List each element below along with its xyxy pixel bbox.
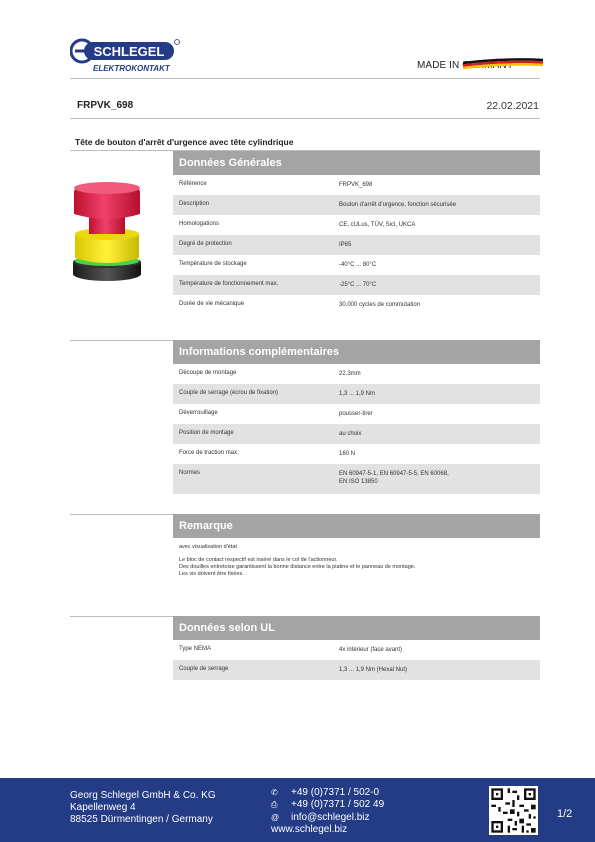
remark-line: Des douilles entretoise garantissent la bonne distance entre la platine et le panneau de montage. (179, 564, 416, 570)
page-number: 1/2 (557, 808, 573, 820)
section-divider (70, 616, 173, 617)
table-row: Description Bouton d'arrêt d'urgence, fonction sécurisée (173, 195, 540, 215)
table-row: Déverrouillage pousser-tirer (179, 410, 373, 417)
fax-number[interactable]: +49 (0)7371 / 502 49 (291, 799, 385, 811)
qr-code-icon (489, 786, 538, 835)
remark-section (173, 514, 540, 578)
brand-text: SCHLEGEL (93, 44, 165, 59)
table-row: Couple de serrage (écrou de fixation) 1,3 ... 1,9 Nm (173, 384, 540, 404)
document-date: 22.02.2021 (486, 100, 539, 112)
section-heading: Informations complémentaires (173, 340, 540, 364)
contact-block (271, 787, 384, 836)
table-row: Degré de protection IP65 (173, 235, 540, 255)
city: 88525 Dürmentingen / Germany (70, 814, 213, 825)
company-name: Georg Schlegel GmbH & Co. KG (70, 790, 216, 801)
website-link[interactable]: www.schlegel.biz (271, 823, 348, 835)
fax-icon: ⎙ (271, 800, 278, 810)
table-row: Référence FRPVK_698 (179, 181, 373, 188)
street: Kapellenweg 4 (70, 802, 136, 813)
brand-sub-text: ELEKTROKONTAKT (93, 64, 170, 73)
table-row: Couple de serrage 1,3 ... 1,9 Nm (Hexal Nut) (173, 660, 540, 680)
table-row: Découpe de montage 22.3mm (179, 370, 361, 377)
made-in-label: MADE IN GERMANY (417, 60, 514, 71)
table-row: Normes EN 60947-5-1, EN 60947-5-5, EN 60068, EN ISO 13850 (173, 464, 540, 494)
footer (0, 778, 595, 842)
germany-flag-icon (463, 57, 543, 71)
remark-text (173, 538, 540, 578)
table-row: Durée de vie mécanique 30.000 cycles de commutation (179, 301, 421, 308)
table-row: Homologations CE, cULus, TÜV, Sicl, UKCA (179, 221, 416, 228)
remark-line: avec visualisation d'état (179, 544, 237, 550)
table-row: Température de stockage -40°C ... 80°C (179, 261, 377, 268)
section-heading: Données selon UL (173, 616, 540, 640)
document-title: Tête de bouton d'arrêt d'urgence avec tête cylindrique (75, 137, 294, 147)
table-row: Type NEMA 4x intérieur (face avant) (179, 646, 403, 653)
remark-line: Le bloc de contact respectif est inséré dans le col de l'actionneur. (179, 557, 338, 563)
additional-info-section (173, 340, 540, 494)
product-code: FRPVK_698 (77, 100, 134, 111)
general-data-section (173, 151, 540, 315)
table-row: Température de fonctionnement max. -25°C ... 70°C (173, 275, 540, 295)
at-icon: @ (271, 812, 280, 822)
ul-data-section (173, 616, 540, 680)
section-heading: Données Générales (173, 151, 540, 175)
phone-number[interactable]: +49 (0)7371 / 502-0 (291, 787, 380, 798)
company-address (70, 790, 216, 826)
emergency-stop-button-image (64, 174, 150, 284)
remark-line: Les vis doivent être fixées. (179, 571, 244, 577)
section-heading: Remarque (173, 514, 540, 538)
code-divider (70, 118, 540, 119)
section-divider (70, 340, 173, 341)
table-row: Force de traction max. 160 N (179, 450, 356, 457)
section-divider (70, 514, 173, 515)
table-row: Position de montage au choix (173, 424, 540, 444)
schlegel-logo (70, 38, 182, 74)
email-link[interactable]: info@schlegel.biz (291, 811, 370, 823)
phone-icon: ✆ (271, 788, 278, 797)
header-divider (70, 78, 540, 79)
